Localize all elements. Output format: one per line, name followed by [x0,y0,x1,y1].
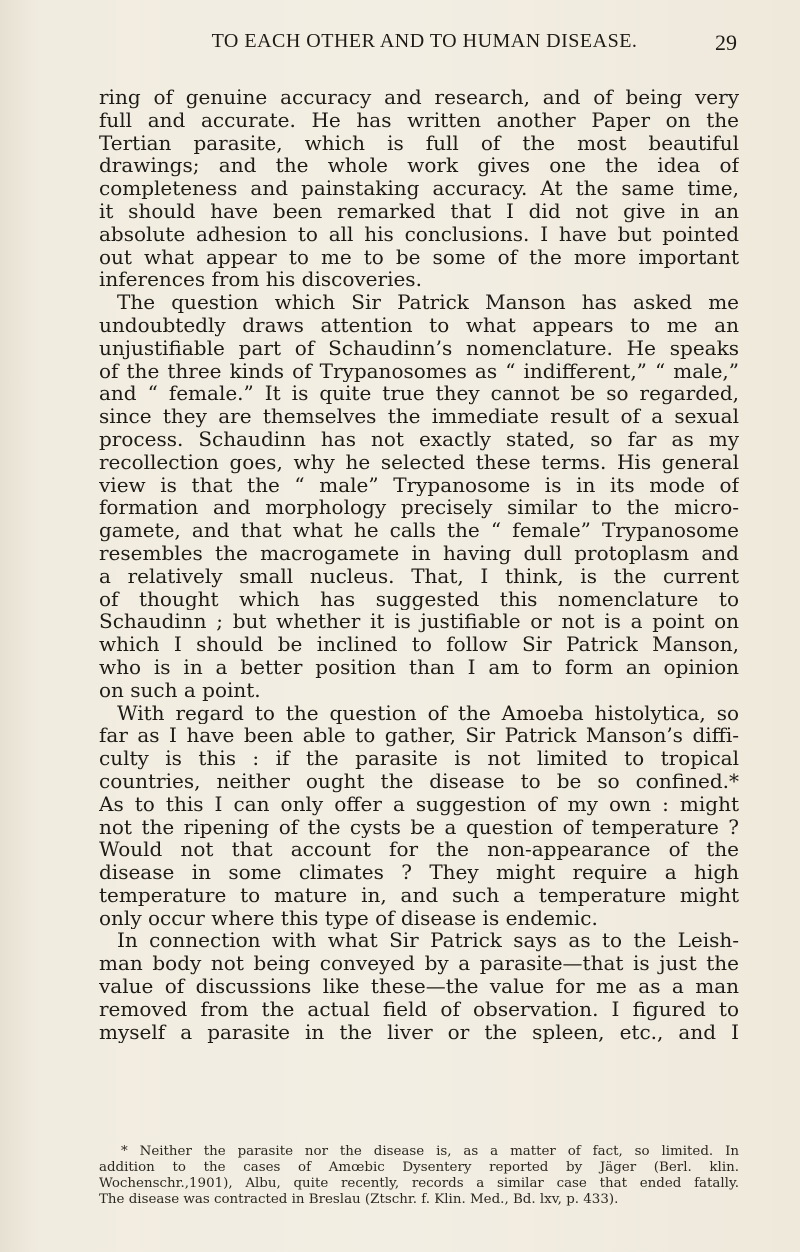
text-line: Tertian parasite, which is full of the most beautiful [99,131,739,155]
page-number: 29 [715,30,737,55]
text-line: ring of genuine accuracy and research, and of being very [99,86,739,109]
text-line: unjustifiable part of Schaudinn’s nomenclature. He speaks [99,336,739,360]
text-line: not the ripening of the cysts be a question of temperature ? [99,815,739,839]
text-line: of the three kinds of Trypanosomes as “ indifferent,” “ male,” [99,359,739,383]
body-text [99,86,739,1043]
text-line: With regard to the question of the Amoeba histolytica, so [117,701,739,725]
text-line: In connection with what Sir Patrick says as to the Leish- [117,929,739,953]
text-line: inferences from his discoveries. [99,268,422,292]
text-line: resembles the macrogamete in having dull protoplasm and [99,541,739,565]
footnote-line: Wochenschr.,1901), Albu, quite recently, records a similar case that ended fatally. [99,1176,739,1191]
text-line: removed from the actual field of observation. I figured to [99,997,739,1021]
text-line: formation and morphology precisely similar to the micro- [99,496,739,520]
text-line: who is in a better position than I am to form an opinion [99,655,739,679]
text-line: absolute adhesion to all his conclusions. I have but pointed [99,222,739,246]
text-line: man body not being conveyed by a parasite—that is just the [99,952,739,976]
text-line: gamete, and that what he calls the “ female” Trypanosome [99,519,739,542]
text-line: As to this I can only offer a suggestion of my own : might [99,792,739,816]
text-line: recollection goes, why he selected these terms. His general [99,450,739,474]
text-line: disease in some climates ? They might require a high [99,861,739,884]
text-line: which I should be inclined to follow Sir Patrick Manson, [99,633,739,656]
running-head: TO EACH OTHER AND TO HUMAN DISEASE. [211,30,638,52]
text-line: myself a parasite in the liver or the spleen, etc., and I [99,1020,739,1044]
text-line: since they are themselves the immediate result of a sexual [99,405,739,428]
text-line: view is that the “ male” Trypanosome is in its mode of [99,473,739,497]
text-line: out what appear to me to be some of the more important [99,245,739,269]
text-line: it should have been remarked that I did not give in an [99,199,739,223]
text-line: of thought which has suggested this nomenclature to [99,587,739,611]
text-line: Schaudinn ; but whether it is justifiable or not is a point on [99,610,739,634]
text-line: and “ female.” It is quite true they cannot be so regarded, [99,382,739,406]
text-line: on such a point. [99,678,261,702]
footnote-line: addition to the cases of Amœbic Dysentery reported by Jäger (Berl. klin. [99,1160,739,1175]
text-line: countries, neither ought the disease to be so confined.* [99,769,739,793]
text-line: a relatively small nucleus. That, I think, is the current [99,564,739,588]
text-line: value of discussions like these—the value for me as a man [99,975,739,998]
text-line: far as I have been able to gather, Sir Patrick Manson’s diffi- [99,724,739,748]
text-line: completeness and painstaking accuracy. At the same time, [99,177,739,200]
text-line: only occur where this type of disease is endemic. [99,906,598,930]
text-line: temperature to mature in, and such a temperature might [99,883,739,907]
text-line: culty is this : if the parasite is not limited to tropical [99,747,739,770]
text-line: full and accurate. He has written another Paper on the [99,108,739,132]
text-line: Would not that account for the non-appearance of the [99,838,739,862]
text-line: drawings; and the whole work gives one the idea of [99,154,739,178]
text-line: The question which Sir Patrick Manson has asked me [117,291,739,314]
text-line: undoubtedly draws attention to what appears to me an [99,313,739,337]
footnote-line: * Neither the parasite nor the disease is, as a matter of fact, so limited. In [121,1144,739,1159]
footnote [99,1144,739,1208]
page-header [112,30,737,64]
footnote-line: The disease was contracted in Breslau (Ztschr. f. Klin. Med., Bd. lxv, p. 433). [99,1192,619,1207]
text-line: process. Schaudinn has not exactly stated, so far as my [99,427,739,451]
